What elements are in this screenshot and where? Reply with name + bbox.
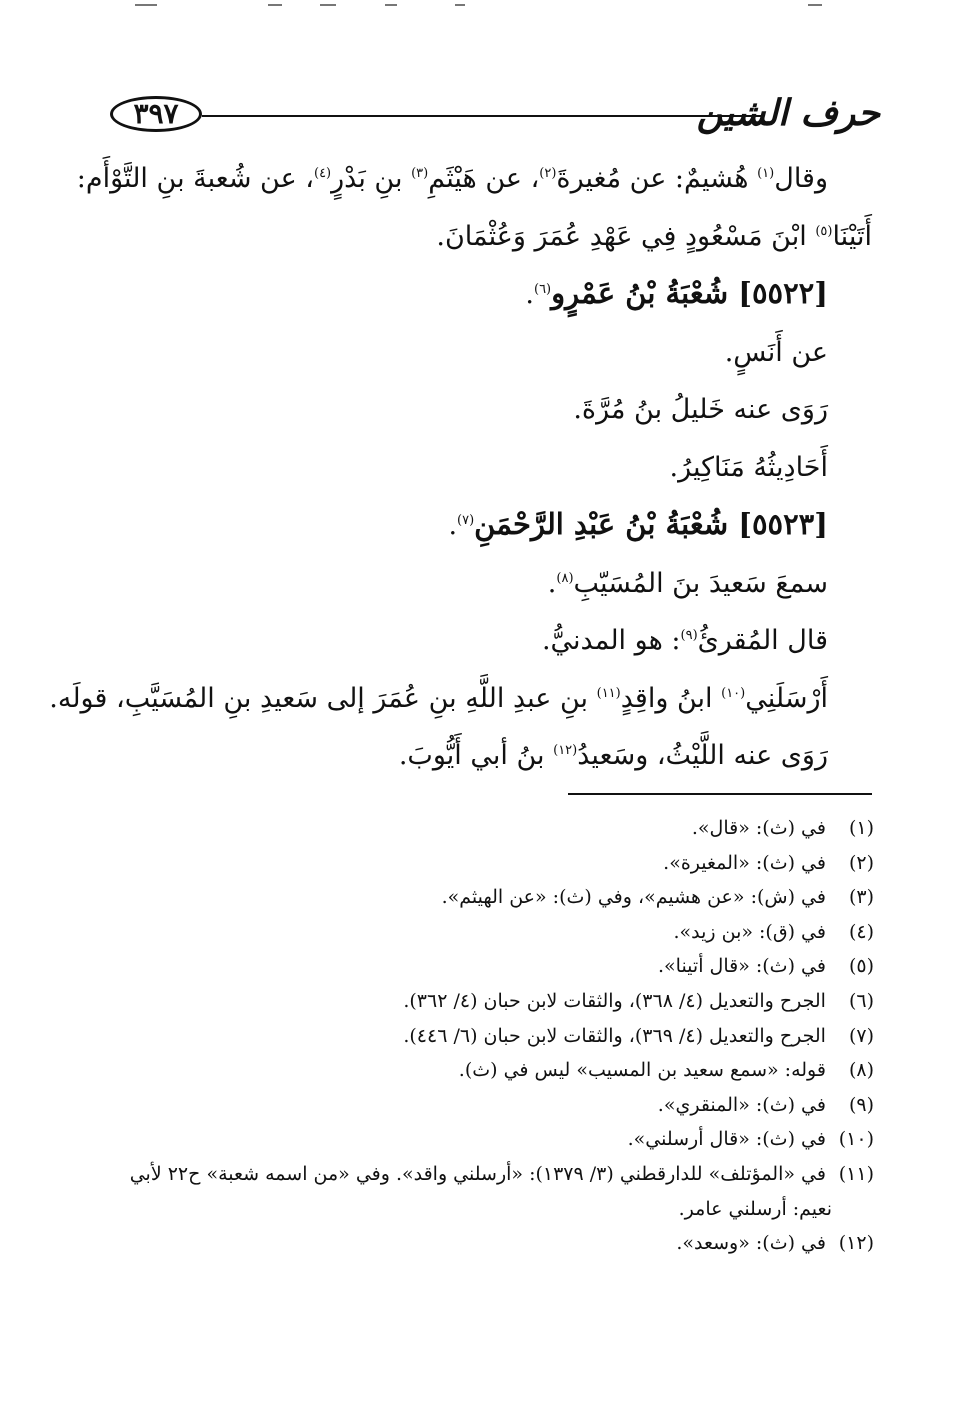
scan-speck [455,4,465,6]
text-line: عن أَنَسٍ. [724,336,828,368]
footnote-item: (١٠) في (ث): «قال أرسلني». [627,1128,874,1151]
footnote-marker: (١٠) [721,685,746,701]
footnote-separator [568,793,872,795]
text-line: قال المُقرئُ$^{(٩)}$: هو المدنيُّ. [541,625,828,656]
footnotes [114,811,874,1261]
footnote-item: (٧) الجرح والتعديل (٤/ ٣٦٩)، والثقات لابن حبان (٦/ ٤٤٦). [403,1024,874,1047]
footnote-marker: (٤) [313,166,332,181]
footnote-marker: (٢) [539,166,557,181]
footnote-item: (١٢) في (ث): «وسعد». [676,1232,874,1255]
footnote-item: (٩) في (ث): «المنقري». [657,1093,874,1116]
footnote-item: (٥) في (ث): «قال أتينا». [658,955,874,978]
entry-heading-5523: [٥٥٢٣] شُعْبَةُ بْنُ عَبْدِ الرَّحْمَنِ$^{(٧)}$. [448,507,828,541]
chapter-title: حرف الشين [696,92,880,134]
footnote-marker: (٨) [556,570,574,586]
footnote-item: (١) في (ث): «قال». [691,817,874,839]
text-line: سمعَ سَعيدَ بنَ المُسَيّبِ$^{(٨)}$. [547,567,828,599]
page-number: ٣٩٧ [110,96,202,132]
header-rule [202,115,762,117]
footnote-item: (٢) في (ث): «المغيرة». [663,851,874,874]
text-line: أَرْسَلَنِي$^{(١٠)}$ ابنُ واقِدٍ$^{(١١)}$ بنِ عبدِ اللَّهِ بنِ عُمَرَ إلى سَعيدِ بنِ المُسَيَّبِ، قولَه. [49,682,828,714]
text-line: أَحَادِيثُهُ مَنَاكِيرُ. [669,451,828,483]
footnote-marker: (١١) [596,685,621,701]
text-line: رَوَى عنه خَليلُ بنُ مُرَّةَ. [573,394,828,425]
footnote-continuation: نعيم: أرسلني عامر. [678,1197,832,1220]
footnote-item: (٦) الجرح والتعديل (٤/ ٣٦٨)، والثقات لابن حبان (٤/ ٣٦٢). [403,989,874,1012]
footnote-marker: (٦) [533,282,552,297]
main-text [49,150,872,785]
footnote-item: (٤) في (ق): «بن زيد». [673,920,874,943]
footnote-item: (١١) في «المؤتلف» للدارقطني (٣/ ١٣٧٩): «أرسلني واقد». وفي «من اسمه شعبة» ح٢٢ لأبي [129,1162,874,1185]
scan-speck [385,4,397,6]
footnote-marker: (٩) [680,628,698,643]
footnote-marker: (١٢) [553,743,578,758]
footnote-marker: (٥) [815,223,833,239]
text-line: أَتَيْنَا$^{(٥)}$ ابْنَ مَسْعُودٍ فِي عَهْدِ عُمَرَ وَعُثْمَانَ. [436,220,872,252]
footnote-marker: (١) [757,166,775,181]
footnote-marker: (٧) [457,513,475,528]
entry-heading-5522: [٥٥٢٢] شُعْبَةُ بْنُ عَمْرٍو$^{(٦)}$. [525,276,828,310]
scan-speck [268,4,282,6]
footnote-item: (٣) في (ش): «عن هشيم»، وفي (ث): «عن الهيثم». [441,886,874,909]
footnote-item: (٨) قوله: «سمع سعيد بن المسيب» ليس في (ث). [458,1059,874,1082]
page-header [110,88,880,150]
footnote-marker: (٣) [411,166,429,181]
scan-speck [135,4,157,6]
text-line: وقال$^{(١)}$ هُشيمٌ: عن مُغيرةَ$^{(٢)}$، عن هَيْثَمِ$^{(٣)}$ بنِ بَدْرٍ$^{(٤)}$، عن شُعبةَ بنِ التَّوْأَم: [76,163,828,194]
scan-speck [320,4,336,6]
scan-speck [808,4,822,6]
text-line: رَوَى عنه اللَّيْثُ، وسَعيدُ$^{(١٢)}$ بنُ أبي أَيُّوبَ. [398,740,828,771]
